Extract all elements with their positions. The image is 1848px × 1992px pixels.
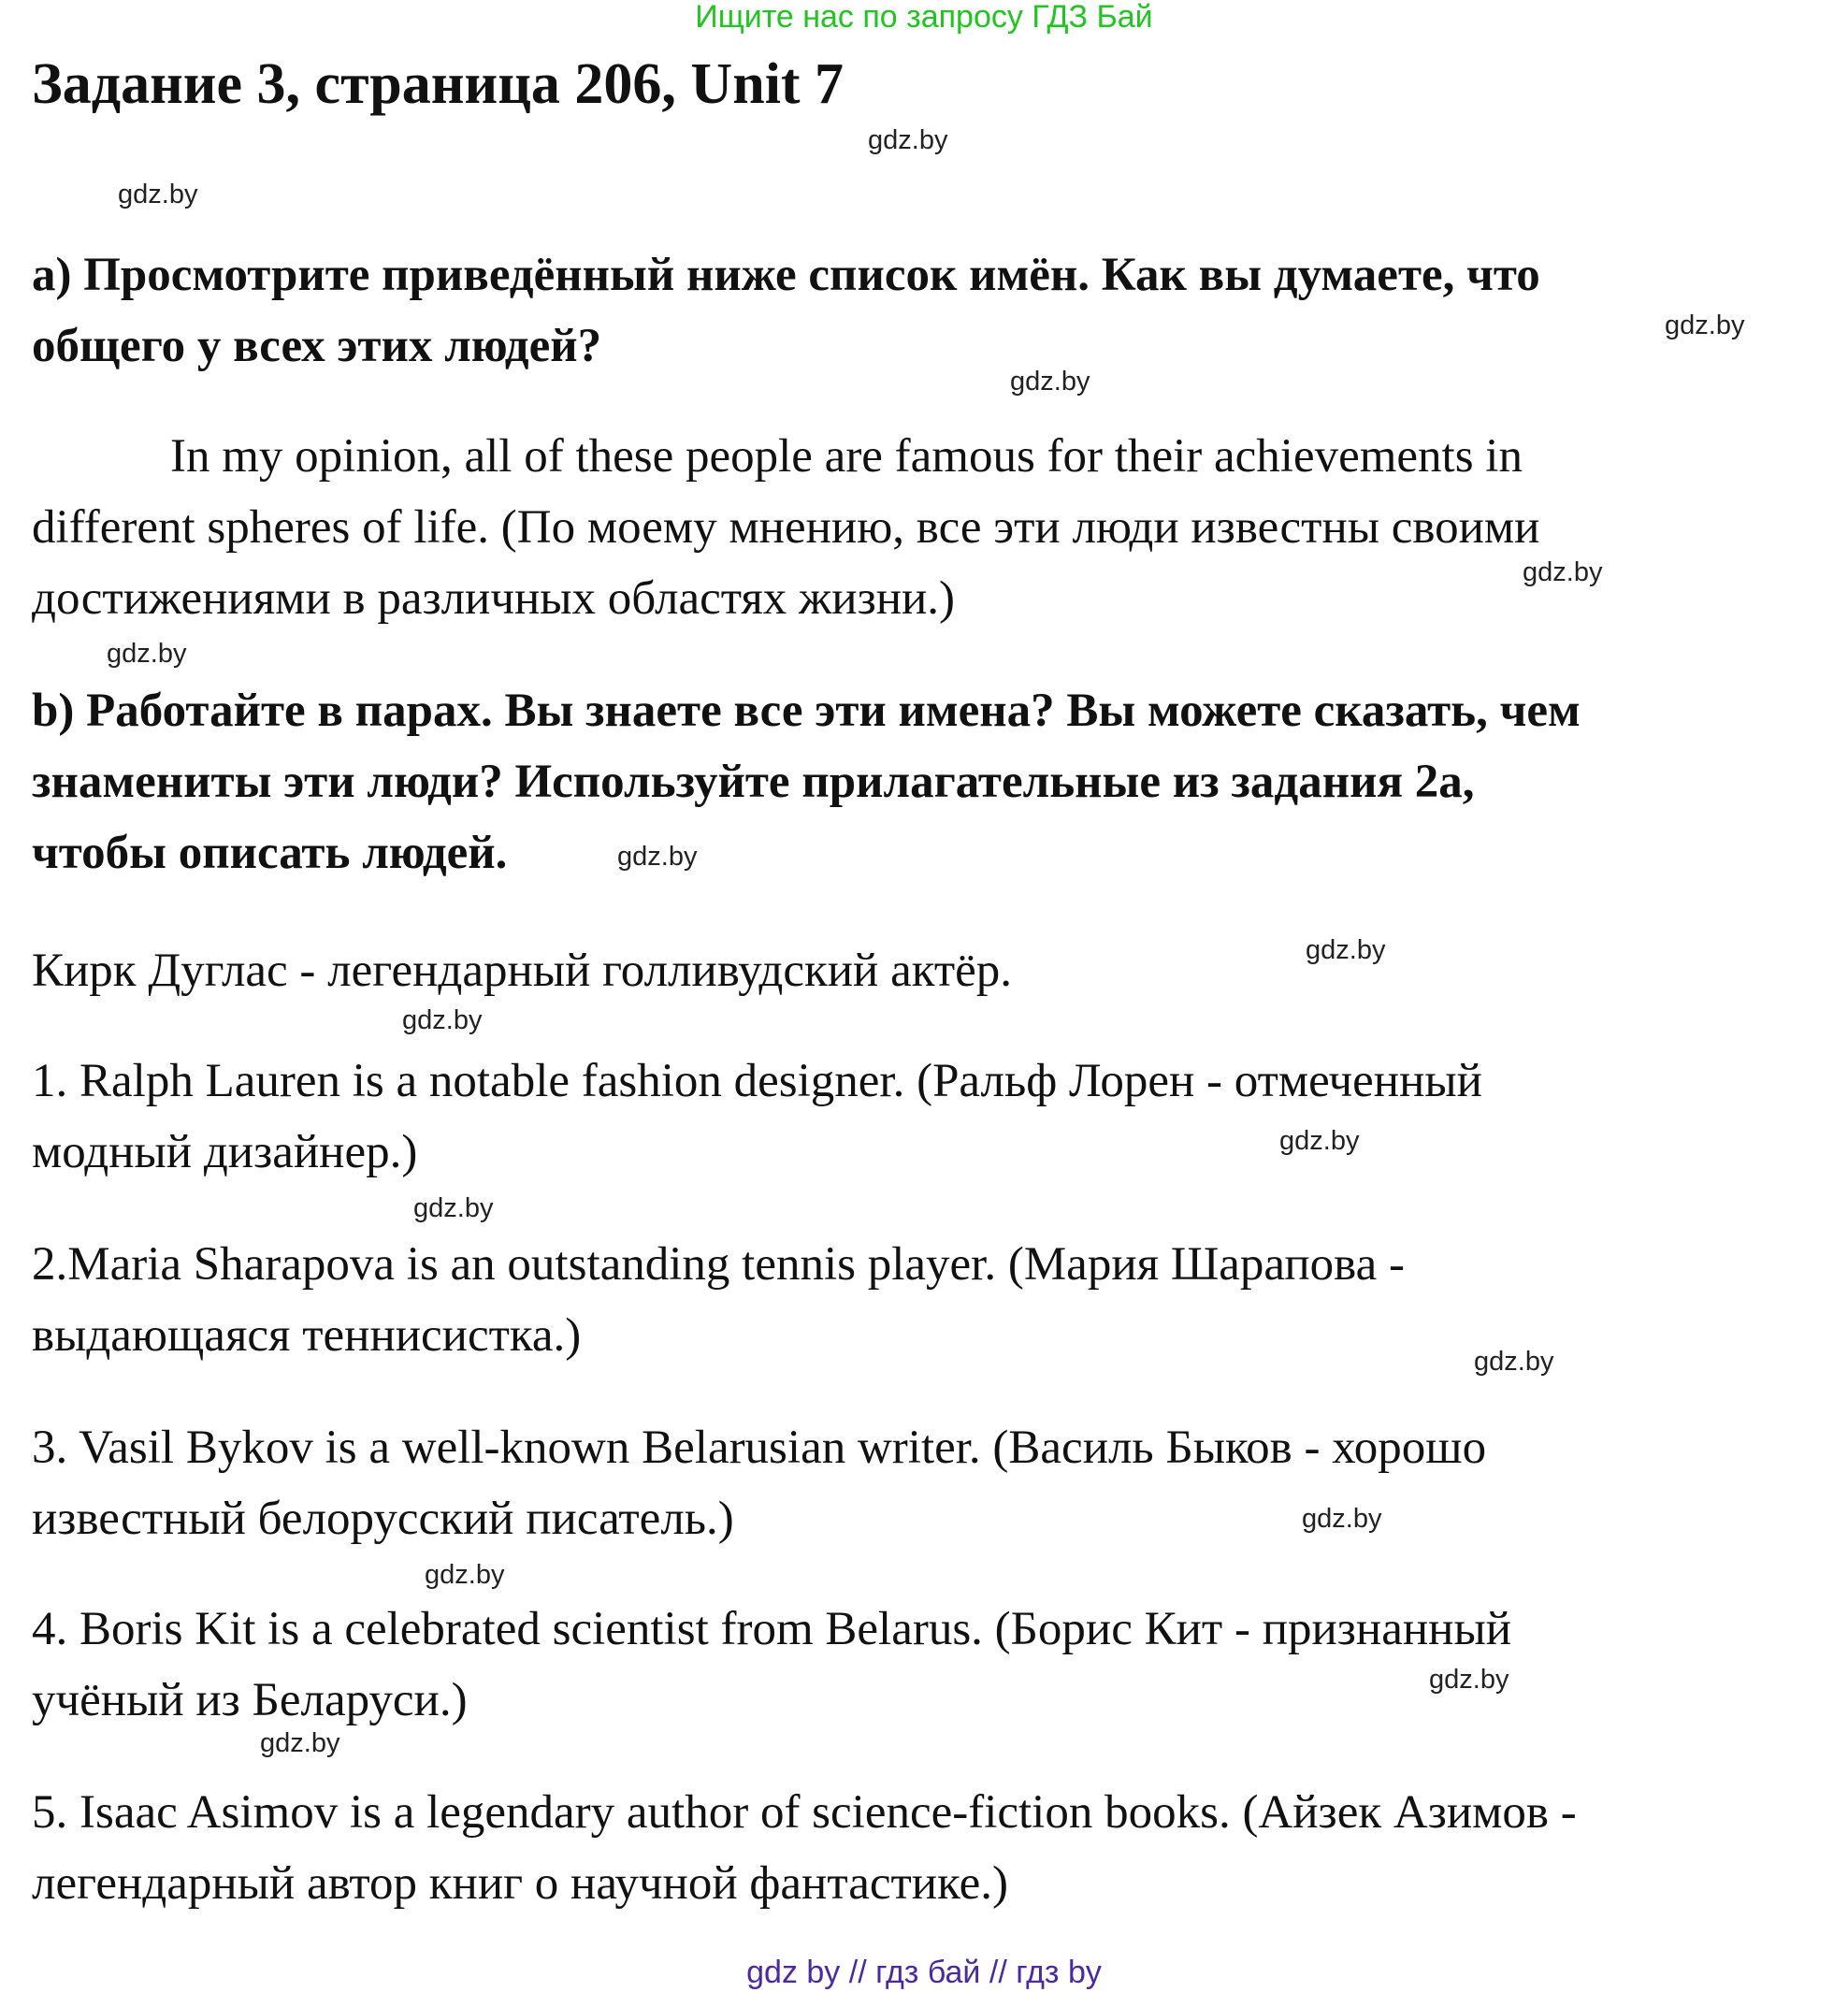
watermark: gdz.by xyxy=(413,1193,494,1223)
list-item: 2.Maria Sharapova is an outstanding tennis player. (Мария Шарапова - xyxy=(32,1238,1405,1291)
watermark: gdz.by xyxy=(402,1005,483,1035)
watermark: gdz.by xyxy=(1523,557,1603,587)
watermark: gdz.by xyxy=(260,1728,340,1758)
list-item: 3. Vasil Bykov is a well-known Belarusian writer. (Василь Быков - хорошо xyxy=(32,1422,1487,1474)
top-banner: Ищите нас по запросу ГДЗ Бай xyxy=(695,0,1153,35)
list-item: известный белорусский писатель.) xyxy=(32,1493,734,1545)
task-a-answer-line-1: In my opinion, all of these people are famous for their achievements in xyxy=(170,430,1523,483)
watermark: gdz.by xyxy=(868,125,948,155)
list-item: 1. Ralph Lauren is a notable fashion designer. (Ральф Лорен - отмеченный xyxy=(32,1055,1482,1107)
watermark: gdz.by xyxy=(107,639,187,669)
task-a-answer-line-2: different spheres of life. (По моему мнению, все эти люди известны своими xyxy=(32,501,1540,554)
footer-links: gdz by // гдз бай // гдз by xyxy=(746,1955,1102,1990)
list-item: учёный из Беларуси.) xyxy=(32,1674,468,1726)
watermark: gdz.by xyxy=(118,180,198,209)
task-a-heading-line-2: общего у всех этих людей? xyxy=(32,320,602,372)
watermark: gdz.by xyxy=(617,842,698,872)
task-b-example: Кирк Дуглас - легендарный голливудский актёр. xyxy=(32,945,1013,997)
watermark: gdz.by xyxy=(1306,935,1386,965)
list-item: 5. Isaac Asimov is a legendary author of science-fiction books. (Айзек Азимов - xyxy=(32,1786,1577,1839)
watermark: gdz.by xyxy=(425,1560,505,1590)
watermark: gdz.by xyxy=(1429,1665,1509,1695)
watermark: gdz.by xyxy=(1665,310,1745,340)
watermark: gdz.by xyxy=(1010,367,1090,397)
page-title: Задание 3, страница 206, Unit 7 xyxy=(32,52,845,116)
task-b-heading-line-3: чтобы описать людей. xyxy=(32,827,508,879)
list-item: модный дизайнер.) xyxy=(32,1126,418,1178)
list-item: выдающаяся теннисистка.) xyxy=(32,1309,582,1362)
task-b-heading-line-1: b) Работайте в парах. Вы знаете все эти имена? Вы можете сказать, чем xyxy=(32,685,1581,737)
list-item: легендарный автор книг о научной фантастике.) xyxy=(32,1857,1008,1910)
watermark: gdz.by xyxy=(1302,1504,1382,1534)
watermark: gdz.by xyxy=(1474,1347,1554,1377)
task-a-answer-line-3: достижениями в различных областях жизни.) xyxy=(32,572,956,625)
watermark: gdz.by xyxy=(1279,1126,1360,1156)
task-b-heading-line-2: знамениты эти люди? Используйте прилагательные из задания 2а, xyxy=(32,756,1475,808)
list-item: 4. Boris Kit is a celebrated scientist from Belarus. (Борис Кит - признанный xyxy=(32,1603,1511,1655)
task-a-heading-line-1: а) Просмотрите приведённый ниже список имён. Как вы думаете, что xyxy=(32,249,1540,301)
